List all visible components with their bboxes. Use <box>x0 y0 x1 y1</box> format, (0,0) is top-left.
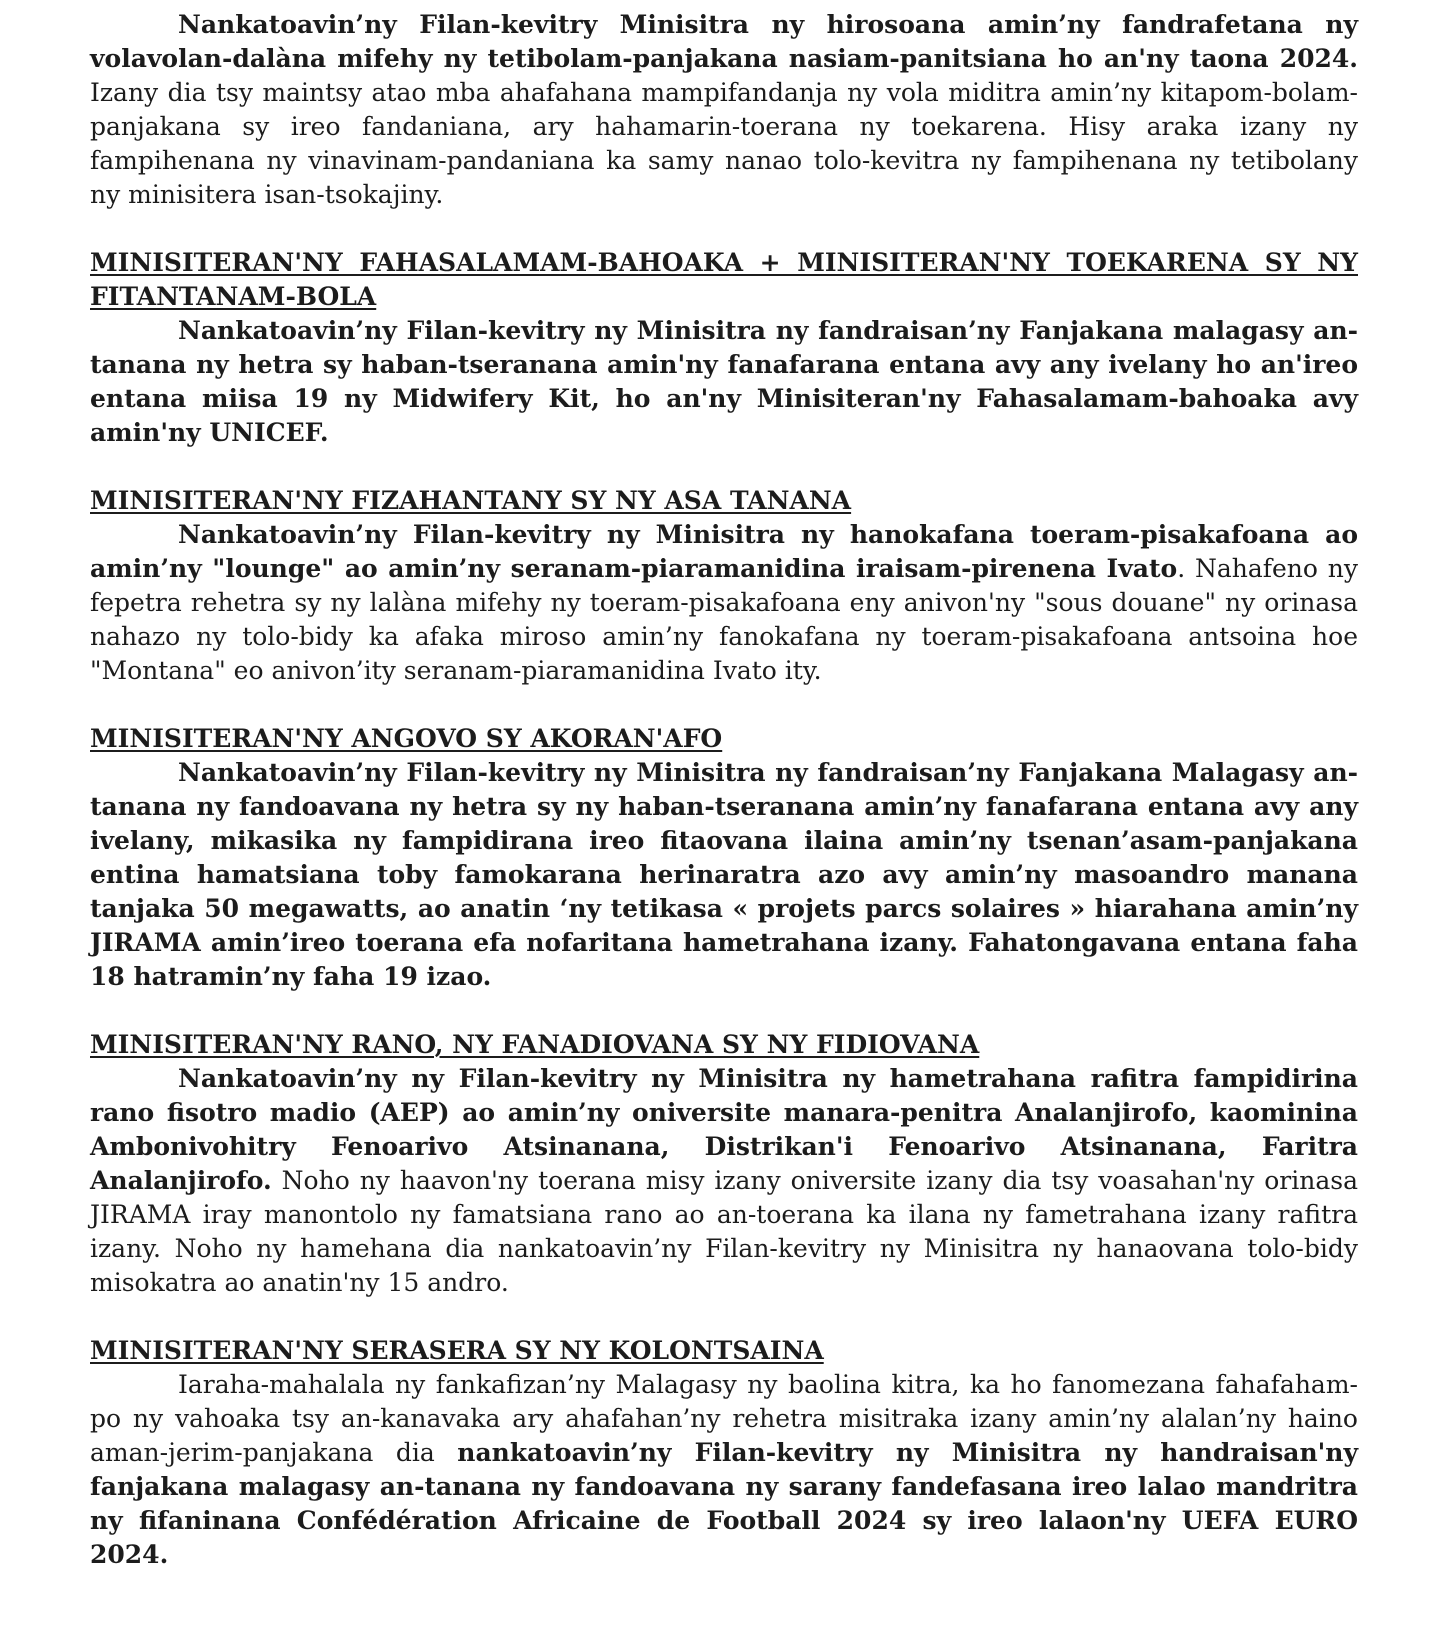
section-paragraph <box>90 756 1358 994</box>
intro-paragraph <box>90 8 1358 212</box>
spacer <box>90 1300 1358 1334</box>
section-heading: MINISITERAN'NY FAHASALAMAM-BAHOAKA + MINISITERAN'NY TOEKARENA SY NY FITANTANAM-BOLA <box>90 248 1358 311</box>
section-health-finance <box>90 246 1358 450</box>
spacer <box>90 994 1358 1028</box>
section-paragraph <box>90 314 1358 450</box>
section-bold-text: Nankatoavin’ny ny Filan-kevitry ny Minisitra ny hametrahana rafitra fampidirina rano fisotro madio (AEP) ao amin’ny oniversite manara-penitra Analanjirofo, kaominina Ambonivohitry Fenoarivo Atsinanana, Distrikan'i Fenoarivo Atsinanana, Faritra Analanjirofo. <box>90 1064 1358 1195</box>
section-bold-text: Nankatoavin’ny Filan-kevitry ny Minisitra ny hanokafana toeram-pisakafoana ao amin’ny "lounge" ao amin’ny seranam-piaramanidina iraisam-pirenena Ivato <box>90 520 1358 583</box>
section-heading: MINISITERAN'NY ANGOVO SY AKORAN'AFO <box>90 724 723 753</box>
section-heading: MINISITERAN'NY FIZAHANTANY SY NY ASA TANANA <box>90 486 852 515</box>
spacer <box>90 450 1358 484</box>
spacer <box>90 688 1358 722</box>
intro-bold-text: Nankatoavin’ny Filan-kevitry Minisitra ny hirosoana amin’ny fandrafetana ny volavolan-dalàna mifehy ny tetibolam-panjakana nasiam-panitsiana ho an'ny taona 2024. <box>90 10 1358 73</box>
section-normal-text: Iaraha-mahalala ny fankafizan’ny Malagasy ny baolina kitra, ka ho fanomezana fahafaham-po ny vahoaka tsy an-kanavaka ary ahafahan’ny rehetra misitraka izany amin’ny alalan’ny haino aman-jerim-panjakana dia <box>90 1370 1358 1467</box>
intro-normal-text: Izany dia tsy maintsy atao mba ahafahana mampifandanja ny vola miditra amin’ny kitapom-bolam-panjakana sy ireo fandaniana, ary hahamarin-toerana ny toekarena. Hisy araka izany ny fampihenana ny vinavinam-pandaniana ka samy nanao tolo-kevitra ny fampihenana ny tetibolany ny minisitera isan-tsokajiny. <box>90 78 1358 209</box>
section-heading: MINISITERAN'NY RANO, NY FANADIOVANA SY NY FIDIOVANA <box>90 1030 980 1059</box>
section-heading: MINISITERAN'NY SERASERA SY NY KOLONTSAINA <box>90 1336 824 1365</box>
section-bold-text: nankatoavin’ny Filan-kevitry ny Minisitra ny handraisan'ny fanjakana malagasy an-tanana ny fandoavana ny sarany fandefasana ireo lalao mandritra ny fifaninana Confédération Africaine de Football 2024 sy ireo lalaon'ny UEFA EURO 2024. <box>90 1438 1358 1569</box>
section-paragraph <box>90 518 1358 688</box>
section-communication-culture <box>90 1334 1358 1572</box>
section-normal-text: Noho ny haavon'ny toerana misy izany oniversite izany dia tsy voasahan'ny orinasa JIRAMA iray manontolo ny famatsiana rano ao an-toerana ka ilana ny fametrahana izany rafitra izany. Noho ny hamehana dia nankatoavin’ny Filan-kevitry ny Minisitra ny hanaovana tolo-bidy misokatra ao anatin'ny 15 andro. <box>90 1166 1358 1297</box>
section-bold-text: Nankatoavin’ny Filan-kevitry ny Minisitra ny fandraisan’ny Fanjakana Malagasy an-tanana ny fandoavana ny hetra sy ny haban-tseranana amin’ny fanafarana entana avy any ivelany, mikasika ny fampidirana ireo fitaovana ilaina amin’ny tsenan’asam-panjakana entina hamatsiana toby famokarana herinaratra azo avy amin’ny masoandro manana tanjaka 50 megawatts, ao anatin ‘ny tetikasa « projets parcs solaires » hiarahana amin’ny JIRAMA amin’ireo toerana efa nofaritana hametrahana izany. Fahatongavana entana faha 18 hatramin’ny faha 19 izao. <box>90 758 1358 991</box>
section-paragraph <box>90 1062 1358 1300</box>
section-tourism <box>90 484 1358 688</box>
section-paragraph <box>90 1368 1358 1572</box>
section-normal-text: . Nahafeno ny fepetra rehetra sy ny lalàna mifehy ny toeram-pisakafoana eny anivon'ny "sous douane" ny orinasa nahazo ny tolo-bidy ka afaka miroso amin’ny fanokafana ny toeram-pisakafoana antsoina hoe "Montana" eo anivon’ity seranam-piaramanidina Ivato ity. <box>90 554 1358 685</box>
spacer <box>90 212 1358 246</box>
section-energy <box>90 722 1358 994</box>
section-bold-text: Nankatoavin’ny Filan-kevitry ny Minisitra ny fandraisan’ny Fanjakana malagasy an-tanana ny hetra sy haban-tseranana amin'ny fanafarana entana avy any ivelany ho an'ireo entana miisa 19 ny Midwifery Kit, ho an'ny Minisiteran'ny Fahasalamam-bahoaka avy amin'ny UNICEF. <box>90 316 1358 447</box>
section-water <box>90 1028 1358 1300</box>
